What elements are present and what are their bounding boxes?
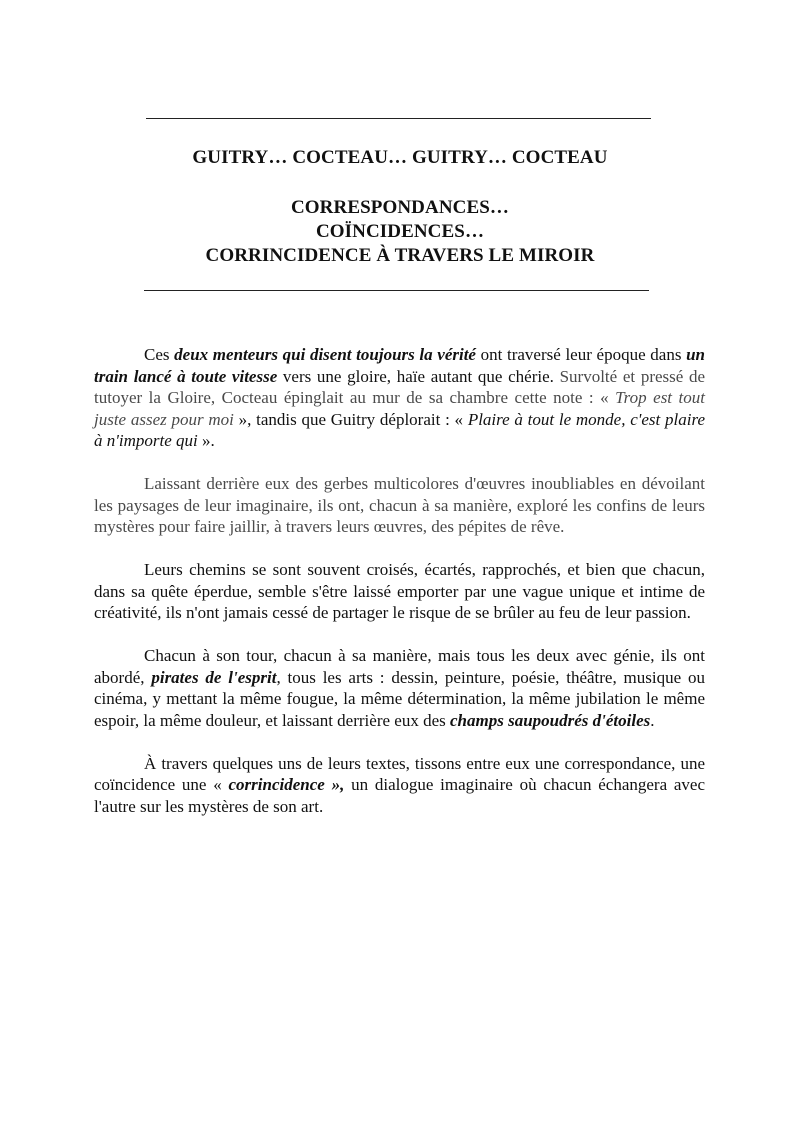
p1-quote-cocteau: Trop est tout juste assez pour moi xyxy=(94,388,705,429)
p5-text-1: À travers quelques uns de leurs textes, tissons entre eux une correspondance, une coïncidence une « xyxy=(94,753,705,794)
p4-emphasis-pirates: pirates de l'esprit xyxy=(151,667,277,687)
p1-text-1: Ces xyxy=(144,345,175,364)
subtitle-line-correspondances: CORRESPONDANCES… xyxy=(290,197,509,218)
document-subtitle xyxy=(95,196,705,268)
p1-text-5: ». xyxy=(197,431,215,450)
p1-emphasis-train: un train lancé à toute vitesse xyxy=(94,345,706,386)
p1-text-3: vers une gloire, haïe autant que chérie. xyxy=(277,366,560,386)
paragraph-4 xyxy=(94,645,705,731)
p1-emphasis-menteurs: deux menteurs qui disent toujours la vérité xyxy=(174,345,476,364)
p1-text-4: », tandis que Guitry déplorait : « xyxy=(233,409,468,429)
body-text xyxy=(94,344,705,839)
paragraph-2: Laissant derrière eux des gerbes multicolores d'œuvres inoubliables en dévoilant les paysages de leur imaginaire, ils ont, chacun à sa manière, exploré les confins de leurs mystères pour faire jaillir, à travers leurs œuvres, des pépites de rêve. xyxy=(94,474,705,536)
p5-text-2: un dialogue imaginaire où chacun échangera avec l'autre sur les mystères de son art. xyxy=(94,775,706,816)
p4-text-1: Chacun à son tour, chacun à sa manière, mais tous les deux avec génie, ils ont abordé, xyxy=(94,646,705,687)
document-title: GUITRY… COCTEAU… GUITRY… COCTEAU xyxy=(192,147,608,168)
subtitle-line-coincidences: COÏNCIDENCES… xyxy=(315,221,485,242)
paragraph-5 xyxy=(94,753,705,818)
top-divider xyxy=(146,118,651,119)
p1-text-2: ont traversé leur époque dans xyxy=(475,345,687,364)
paragraph-3: Leurs chemins se sont souvent croisés, écartés, rapprochés, et bien que chacun, dans sa quête éperdue, semble s'être laissé emporter par une vague unique et intime de créativité, ils n'ont jamais cessé de partager le risque de se brûler au feu de leur passion. xyxy=(94,560,705,622)
p1-text-gray: Survolté et pressé de tutoyer la Gloire, Cocteau épinglait au mur de sa chambre cette note : « xyxy=(94,366,706,407)
p4-text-3: . xyxy=(650,710,655,730)
bottom-divider xyxy=(144,290,649,291)
p5-emphasis-corrincidence: corrincidence », xyxy=(228,775,345,794)
subtitle-line-corrincidence: CORRINCIDENCE À TRAVERS LE MIROIR xyxy=(205,245,595,266)
p1-quote-guitry: Plaire à tout le monde, c'est plaire à n'importe qui xyxy=(94,409,705,450)
p4-text-2: , tous les arts : dessin, peinture, poésie, théâtre, musique ou cinéma, y mettant la même fougue, la même détermination, la même jubilation le même espoir, la même douleur, et laissant derrière eux des xyxy=(94,667,705,730)
paragraph-1 xyxy=(94,344,705,452)
p4-emphasis-champs: champs saupoudrés d'étoiles xyxy=(449,710,651,730)
